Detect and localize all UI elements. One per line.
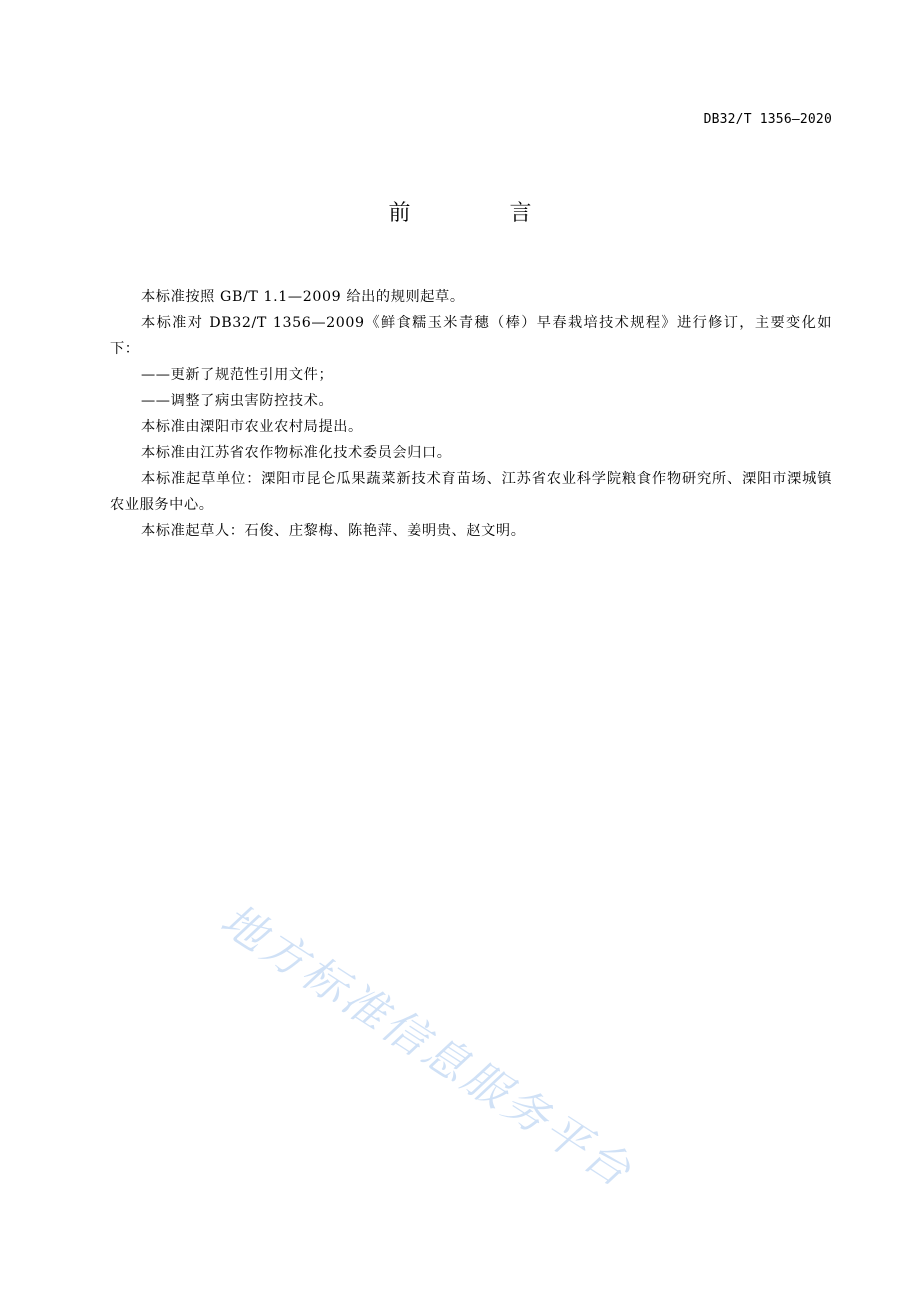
document-code: DB32/T 1356—2020	[703, 112, 832, 127]
foreword-body	[110, 284, 832, 544]
paragraph-drafting-rules: 本标准按照 GB/T 1.1—2009 给出的规则起草。	[141, 289, 465, 305]
paragraph-drafters: 本标准起草人：石俊、庄黎梅、陈艳萍、姜明贵、赵文明。	[141, 523, 526, 539]
paragraph-revision: 本标准对 DB32/T 1356—2009《鲜食糯玉米青穗（棒）早春栽培技术规程》进行修订，主要变化如下：	[110, 315, 832, 357]
paragraph-centralized-unit: 本标准由江苏省农作物标准化技术委员会归口。	[141, 445, 452, 461]
list-item-change-references: ——更新了规范性引用文件；	[141, 367, 334, 383]
paragraph-proposer: 本标准由溧阳市农业农村局提出。	[141, 419, 363, 435]
list-item-change-pest-control: ——调整了病虫害防控技术。	[141, 393, 334, 409]
watermark: 地方标准信息服务平台	[211, 894, 642, 1199]
page-title: 前 言	[388, 201, 578, 226]
paragraph-drafting-units: 本标准起草单位：溧阳市昆仑瓜果蔬菜新技术育苗场、江苏省农业科学院粮食作物研究所、溧阳市溧城镇农业服务中心。	[110, 471, 832, 513]
